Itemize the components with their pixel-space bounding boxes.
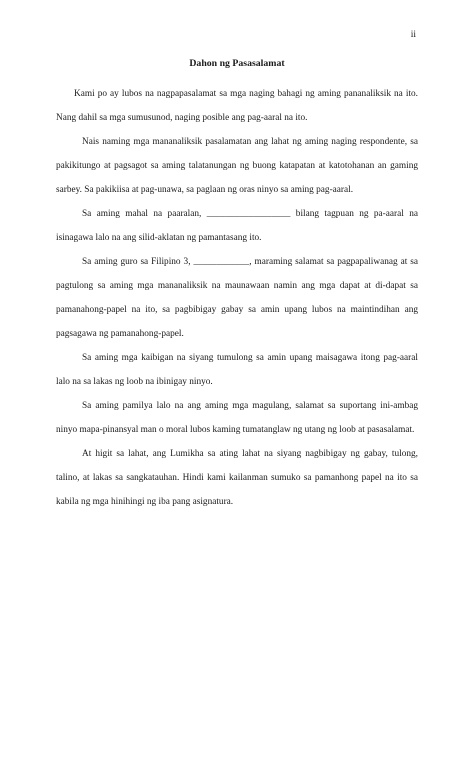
paragraph-school (56, 202, 418, 250)
paragraph-text: Sa aming pamilya lalo na ang aming mga magulang, salamat sa suportang ini-ambag ninyo mapa-pinansyal man o moral lubos kaming tumatanglaw ng utang ng loob at pasasalamat. (56, 401, 418, 435)
paragraph-text: Sa aming mahal na paaralan, __________________ bilang tagpuan ng pa-aaral na isinagawa lalo na ang silid-aklatan ng pamantasang ito. (56, 209, 418, 243)
paragraph-family (56, 394, 418, 442)
paragraph-teacher (56, 250, 418, 346)
paragraph-text: Sa aming guro sa Filipino 3, ____________, maraming salamat sa pagpapaliwanag at sa pagtulong sa aming mga mananaliksik na maunawaan namin ang mga dapat at di-dapat sa pamanahong-papel na ito, sa pagbibigay gabay sa amin upang lubos na maintindihan ang pagsagawa ng pamanahong-papel. (56, 257, 418, 339)
paragraph-respondents (56, 130, 418, 202)
paragraph-text: Sa aming mga kaibigan na siyang tumulong sa amin upang maisagawa itong pag-aaral lalo na sa lakas ng loob na ibinigay ninyo. (56, 353, 418, 387)
paragraph-text: Nais naming mga mananaliksik pasalamatan ang lahat ng aming naging respondente, sa pakikitungo at pagsagot sa aming talatanungan ng buong katapatan at katotohanan an gaming sarbey. Sa pakikiisa at pag-unawa, sa paglaan ng oras ninyo sa aming pag-aaral. (56, 137, 418, 195)
paragraph-creator (56, 442, 418, 514)
paragraph-intro (56, 82, 418, 130)
paragraph-friends (56, 346, 418, 394)
page-title: Dahon ng Pasasalamat (189, 58, 285, 69)
page-number: ii (410, 30, 416, 40)
paragraph-text: At higit sa lahat, ang Lumikha sa ating lahat na siyang nagbibigay ng gabay, tulong, talino, at lakas sa sangkatauhan. Hindi kami kailanman sumuko sa pamanhong papel na ito sa kabila ng mga hinihingi ng iba pang asignatura. (56, 449, 418, 507)
paragraph-text: Kami po ay lubos na nagpapasalamat sa mga naging bahagi ng aming pananaliksik na ito. Nang dahil sa mga sumusunod, naging posible ang pag-aaral na ito. (56, 89, 418, 123)
